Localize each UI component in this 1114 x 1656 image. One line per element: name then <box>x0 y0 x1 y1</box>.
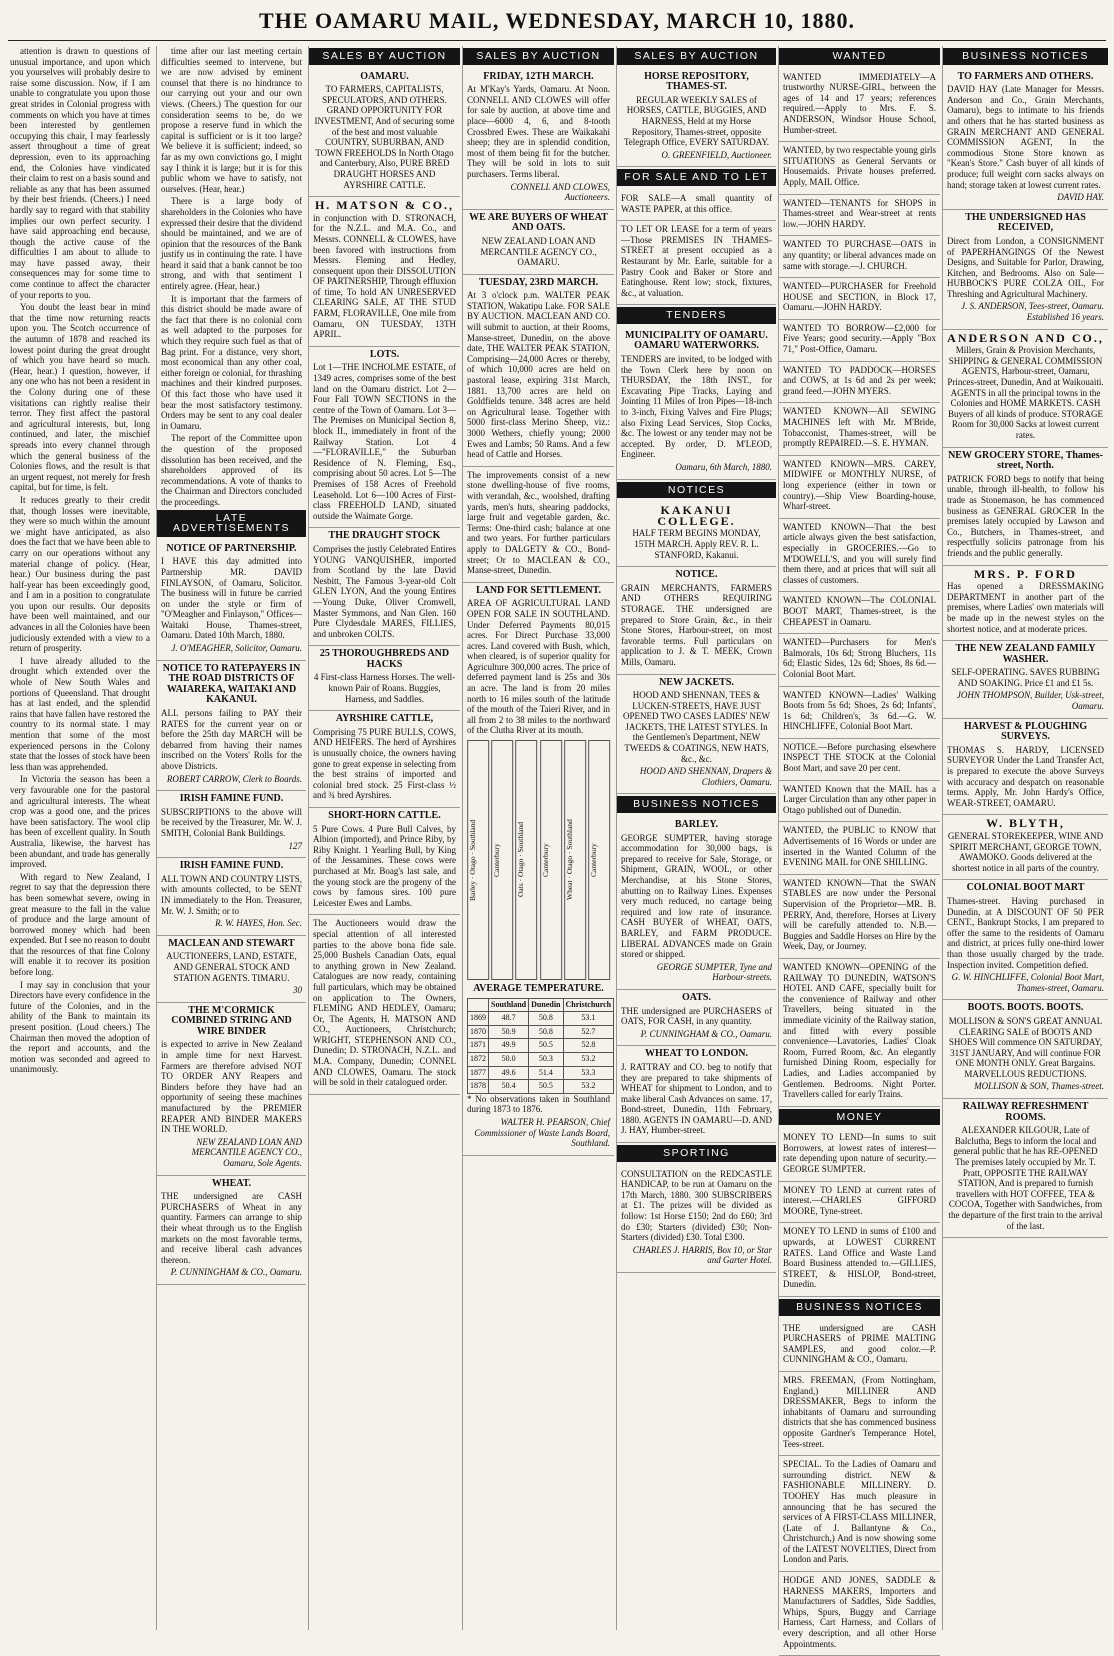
ad-signature: R. W. HAYES, Hon. Sec. <box>215 918 302 929</box>
ad-body: ALL TOWN AND COUNTRY LISTS, with amounts collected, to be SENT IN immediately to the Hon. Treasurer, Mr. W. J. Smith; or to <box>161 873 302 916</box>
ad-shorthorn-cattle <box>309 808 460 915</box>
ad-title: MRS. P. FORD <box>974 566 1077 581</box>
ad-body: GRAIN MERCHANTS, FARMERS AND OTHERS REQUIRING STORAGE. THE undersigned are prepared to Store Grain, &c., in their Stone Stores, Harbour-street, on most favorable terms. Full particulars on application to J. & T. MEEK, Crown Mills, Oamaru. <box>621 582 772 667</box>
ad-body: WANTED KNOWN—OPENING of the RAILWAY TO DUNEDIN, WATSON'S HOTEL AND CAFE, specially built for the convenience of Railway and other Travellers, being situated in the immediate vicinity of the Railway station, and fitted with every possible convenience—Lavatories, Ladies' Cloak Room, Furred Room, &c. An elegantly furnished Dining Room, especially for Ladies, and Ladies accompanied by Gentlemen. Bedrooms. Night Porter. Travellers called for early Trains. <box>783 961 936 1100</box>
ad-signature: 30 <box>293 985 302 996</box>
article-paragraph: There is a large body of shareholders in the Colonies who have expressed their desire that the dividend should be maintained, and we are of opinion that the resources of the Bank justify us in continuing the rate. I have heard it said that a bank cannot be too strong, and with that sentiment I entirely agree. (Hear, hear.) <box>161 196 302 292</box>
article-paragraph: The report of the Committee upon the question of the proposed dissolution has been received, and the shareholders approved of its recommendations. A vote of thanks to the Chairman and Directors concluded the proceedings. <box>161 433 302 507</box>
ad-title: HORSE REPOSITORY, THAMES-ST. <box>644 70 749 93</box>
section-header-business-notices: BUSINESS NOTICES <box>617 796 776 813</box>
ad-body: TO LET OR LEASE for a term of years —Those PREMISES IN THAMES-STREET at present occupied as a Restaurant by Mr. Earle, suitable for a Pastry Cook and Baker or Store and Eatinghouse. Rent low; stock, fixtures, &c., at valuation. <box>621 224 772 298</box>
table-cell: 50.0 <box>489 1053 529 1067</box>
ad-body: SPECIAL. To the Ladies of Oamaru and surrounding district. NEW & FASHIONABLE MILLINERY. D. TOOHEY Has much pleasure in announcing that he has secured the services of A FIRST-CLASS MILLINER, (Late of J. Ballantyne & Co., Christchurch,) And is now showing some of the LATEST NOVELTIES, Direct from London and Paris. <box>783 1459 936 1565</box>
ad-walter-peak-station <box>463 275 614 467</box>
table-row <box>468 1012 614 1026</box>
table-cell: 50.5 <box>529 1039 563 1053</box>
table-row <box>468 1066 614 1080</box>
ad-body: AUCTIONEERS, LAND, ESTATE, AND GENERAL STOCK AND STATION AGENTS. TIMARU. <box>166 951 297 983</box>
ad-body: Lot 1—THE INCHOLME ESTATE, of 1349 acres, comprises some of the best land on the Oamaru district. Lot 2—Four Fall TOWN SECTIONS in the centre of the Town of Oamaru. Lot 3—The Premises on Municipal Section 8, block II., immediately in front of the Railway Station. Lot 4—"FLORAVILLE," the Suburban Residence of N. Fleming, Esq., comprising about 50 acres. Lot 5—The Premises of 158 Acres of Freehold Leasehold. Lot 6—100 Acres of First-class FREEHOLD LAND, situated outside the Waimate Gorge. <box>313 362 456 521</box>
ad-body: ALL persons failing to PAY their RATES for the current year on or before the 25th day MARCH will be debarred from having their names inscribed on the Voters' Rolls for the above Districts. <box>161 708 302 771</box>
ad-colonial-boot-mart <box>943 880 1108 1000</box>
ad-body: Direct from London, a CONSIGNMENT of PAPERHANGINGS Of the Newest Designs, and Suitable for Parlor, Drawing, Kitchen, and Bedrooms. Also on Sale—HUBBOCK'S PURE COLZA OIL, For Threshing and Agricultural Machinery. <box>947 235 1104 299</box>
ad-body: in conjunction with D. STRONACH, for the N.Z.L. and M.A. Co., and Messrs. CONNELL & CLOWES, have been favored with instructions from Messrs. Fleming and Hedley, consequent upon their DISSOLUTION OF PARTNERSHIP, Through effluxion of time, To hold AN UNRESERVED CLEARING SALE, AT THE STUD FARM, FLORAVILLE, One mile from Oamaru, ON TUESDAY, 13TH APRIL. <box>313 212 456 340</box>
ad-body: THE undersigned are PURCHASERS of OATS, FOR CASH, in any quantity. <box>621 1005 772 1027</box>
ad-title: WHEAT TO LONDON. <box>645 1048 748 1060</box>
ad-title: OAMARU. <box>360 70 409 82</box>
ad-wanted <box>779 69 940 143</box>
ad-title: LOTS. <box>369 348 400 360</box>
ad-consultation-redcastle <box>617 1166 776 1273</box>
ad-title: BARLEY. <box>674 819 719 831</box>
ad-grain-storage <box>617 567 776 674</box>
crop-table-column: Barley · Otago · Southland <box>467 740 489 980</box>
table-cell: 50.3 <box>529 1053 563 1067</box>
table-cell: 50.4 <box>489 1080 529 1094</box>
ad-signature: CHARLES J. HARRIS, Box 10, or Star and Garter Hotel. <box>632 1244 772 1266</box>
ad-signature: G. W. HINCHLIFFE, Colonial Boot Mart, Thames-street, Oamaru. <box>951 972 1104 993</box>
ad-business <box>779 1372 940 1456</box>
article-continued <box>6 46 154 1075</box>
ad-body: TO FARMERS, CAPITALISTS, SPECULATORS, AND OTHERS. GRAND OPPORTUNITY FOR INVESTMENT, And of securing some of the best and most valuable COUNTRY, SUBURBAN, AND TOWN FREEHOLDS In North Otago and Canterbury, Also, PURE BRED DRAUGHT HORSES AND AYRSHIRE CATTLE. <box>314 84 455 190</box>
crop-table-column: Wheat · Otago · Southland <box>564 740 586 980</box>
ad-dressmaking <box>943 566 1108 642</box>
ad-title: NOTICE OF PARTNERSHIP. <box>166 542 297 554</box>
table-cell: 49.9 <box>489 1039 529 1053</box>
article-paragraph: It is important that the farmers of this district should be made aware of the fact that there is no colonial corn as well adapted to the purposes for which they require such fuel as that of Bag print. For a distance, very short, most economical than any other coal, either foreign or colonial, for thrashing machines and their kindred purposes. Of this fact those who have used it bear the most satisfactory testimony. Orders may be sent to any coal dealer in Oamaru. <box>161 293 302 431</box>
ad-body: At 3 o'clock p.m. WALTER PEAK STATION, Wakatipu Lake. FOR SALE BY AUCTION. MACLEAN AND CO. will submit to auction, at their Rooms, Manse-street, Dunedin, on the above date, THE WALTER PEAK STATION, Comprising—24,000 Acres or thereby, of which 10,000 acres are held on pastoral lease, expiring 31st March, 1881. 13,700 acres are held on Goldfields tenure. 348 acres are held on Agricultural lease. Together with 5000 first-class Merino Sheep, viz.: 3000 Wethers, chiefly young; 2000 Ewes and Lambs; 50 Rams. And a few head of Cattle and Horses. <box>467 290 610 460</box>
ad-wanted <box>779 739 940 781</box>
ad-body: AREA OF AGRICULTURAL LAND OPEN FOR SALE IN SOUTHLAND. Under Deferred Payments 80,015 acres. For Direct Purchase 33,000 acres. Land covered with Bush, which, when cleared, is of superior quality for Agriculture 300,000 acres. The price of deferred payment land is 25s and 30s an acre. The land is from 20 miles north to 16 miles south of the latitude of the mouth of the Taieri River, and in all from 2 to 38 miles to the northward of the Clutha River at its mouth. <box>467 598 610 736</box>
table-row <box>468 1025 614 1039</box>
masthead: THE OAMARU MAIL, WEDNESDAY, MARCH 10, 1880. <box>259 8 855 33</box>
ad-body: TENDERS are invited, to be lodged with the Town Clerk here by noon on THURSDAY, the 18th INST., for Excavating Pipe Tracks, Laying and Jointing 11 Miles of Iron Pipes—18-inch to 3-inch, Fixing Valves and Fire Plugs; also Fixing Lead Services, Stop Cocks, &c. The lowest or any tender may not be accepted. By order, D. M'LEOD, Engineer. <box>621 354 772 460</box>
ad-body: HODGE AND JONES, SADDLE & HARNESS MAKERS, Importers and Manufacturers of Saddles, Side Saddles, Whips, Spurs, Buggy and Carriage Harness, Cart Harness, and Collars of every description, and all other Horse Appointments. <box>783 1575 936 1649</box>
ad-draught-stock <box>309 528 460 646</box>
table-cell: 1878 <box>468 1080 489 1094</box>
ad-body: WANTED KNOWN—That the best article always given the best satisfaction, especially in GROCERIES.—Go to M'DOWELL'S, and you will surely find them there, and at prices that will suit all classes of customers. <box>783 521 936 585</box>
ad-title: IRISH FAMINE FUND. <box>179 860 284 872</box>
column-4 <box>462 46 614 1630</box>
table-cell: 51.4 <box>529 1066 563 1080</box>
ad-title: COLONIAL BOOT MART <box>966 882 1085 894</box>
ad-mollison-boots <box>943 1000 1108 1099</box>
ad-title: 25 THOROUGHBREDS AND HACKS <box>319 648 450 670</box>
ad-body: DAVID HAY (Late Manager for Messrs. Anderson and Co., Grain Merchants, Oamaru), begs to intimate to his friends and others that he has started business as GRAIN MERCHANT AND GENERAL COMMISSION AGENT, In the commodious Stone Store known as "Kean's Store." Cash buyer of all kinds of produce; full weight corn sacks always on hand; storage taken at lowest current rates. <box>947 84 1104 190</box>
ad-wanted <box>779 403 940 455</box>
table-cell: 50.8 <box>529 1025 563 1039</box>
ad-wanted <box>779 456 940 519</box>
ad-title: MACLEAN AND STEWART <box>168 937 295 949</box>
ad-body: Comprising 75 PURE BULLS, COWS, AND HEIFERS. The herd of Ayrshires is unusually choice, the owners having gone to great expense in selecting from the best strains of imported and colonial bred stock. 25 First-class ½ and ¾ bred Ayrshires. <box>313 726 456 801</box>
table-header-row <box>468 998 614 1012</box>
table-cell: 53.2 <box>563 1053 614 1067</box>
ad-blyth <box>943 815 1108 880</box>
ad-body: WANTED KNOWN—All SEWING MACHINES left with Mr. M'Bride, Tobacconist, Thames-street, will be promptly REPAIRED.—S. E. HYMAN. <box>783 406 936 449</box>
ad-body: 4 First-class Harness Horses. The well-known Pair of Roans. Buggies, Harness, and Saddles. <box>313 672 456 704</box>
table-cell: 1869 <box>468 1012 489 1026</box>
ad-grocery-store <box>943 448 1108 566</box>
ad-title: IRISH FAMINE FUND. <box>179 793 284 805</box>
ad-thoroughbreds <box>309 646 460 711</box>
ad-body: WANTED KNOWN—The COLONIAL BOOT MART, Thames-street, is the CHEAPEST in Oamaru. <box>783 595 936 627</box>
section-header-money: MONEY <box>779 1109 940 1126</box>
ad-title: THE UNDERSIGNED HAS RECEIVED, <box>965 211 1086 234</box>
ad-title: TUESDAY, 23RD MARCH. <box>478 276 599 288</box>
ad-signature: CONNELL AND CLOWES, Auctioneers. <box>510 181 610 203</box>
ad-signature: J. S. ANDERSON, Tees-street, Oamaru. Established 16 years. <box>961 301 1104 323</box>
ad-title: FRIDAY, 12TH MARCH. <box>483 70 594 82</box>
table-row <box>468 1080 614 1094</box>
ad-auction-intro <box>309 69 460 198</box>
ad-oats <box>617 990 776 1046</box>
ad-body: WANTED KNOWN—MRS. CAREY, MIDWIFE or MONTHLY NURSE, of long experience (either in town or country).—Ship View Boarding-house, Wharf-street. <box>783 458 936 512</box>
ad-signature: Oamaru, 6th March, 1880. <box>675 462 772 472</box>
ad-waterworks-tender <box>617 328 776 480</box>
ad-station-improvements <box>463 467 614 583</box>
ad-body: FOR SALE—A small quantity of WASTE PAPER, at this office. <box>621 192 772 214</box>
ad-family-washer <box>943 641 1108 719</box>
section-header-sales-by-auction-3: SALES BY AUCTION <box>617 48 776 65</box>
ad-title: W. BLYTH, <box>986 816 1065 831</box>
ad-body: WANTED, by two respectable young girls SITUATIONS as General Servants or Housemaids. Private houses preferred. Apply, MAIL Office. <box>783 145 936 187</box>
ad-signature: GEORGE SUMPTER, Tyne and Harbour-streets. <box>656 961 772 983</box>
ad-title: AYRSHIRE CATTLE, <box>335 713 434 725</box>
article-paragraph: In Victoria the season has been a very favourable one for the pastoral and agricultural interests. The wheat crop was a good one, and the prices have been satisfactory. The wool clip has been of excellent quality. In South Australia, likewise, the harvest has been abundant, and trade has generally improved. <box>10 774 150 870</box>
ad-title: NOTICE. <box>675 569 718 581</box>
ad-business <box>779 1320 940 1372</box>
ad-to-let <box>617 221 776 305</box>
article-paragraph: I have already alluded to the drought which extended over the whole of New South Wales and portions of Queensland. That drought has at last ended, and the splendid rains that have fallen have restored the country to its normal state. I may mention that some of the most experienced persons in the Colony state that the losses of stock have been less than was apprehended. <box>10 655 150 772</box>
ad-body: HALF TERM BEGINS MONDAY, 15TH MARCH. Apply REV. R. L. STANFORD, Kakanui. <box>632 528 761 560</box>
ad-title: H. MATSON & CO., <box>314 198 455 213</box>
column-5 <box>616 46 776 1630</box>
crop-yield-table <box>467 740 610 980</box>
article-paragraph: It reduces greatly to their credit that, though losses were inevitable, they were so much within the amount we might have anticipated, as also does the fact that we have been able to carry on our operations without any material change of policy. (Hear, hear.) Our business during the past half-year has been exceedingly good, and I am in a position to congratulate you upon our results. Our deposits have been well maintained, and our advances in all the Colonies have been judiciously extended with a view to a return of prosperity. <box>10 494 150 654</box>
ad-body: At M'Kay's Yards, Oamaru. At Noon. CONNELL AND CLOWES will offer for sale by auction, at above time and place—6000 4, 6, and 8-tooth Crossbred Ewes. These are Waikakahi sheep; they are in splendid condition, most of them being fit for the butcher. They will be sold in lots to suit purchasers. Terms liberal. <box>467 84 610 179</box>
ad-title: ANDERSON AND CO., <box>947 330 1104 345</box>
table-cell: 1877 <box>468 1066 489 1080</box>
ad-body: PATRICK FORD begs to notify that being unable, through ill-health, to follow his trade as Stonemason, he has commenced business as GENERAL GROCER In the premises lately occupied by Lawson and Co., Butchers, in Thames-street, and respectfully solicits patronage from his friends and the public generally. <box>947 473 1104 558</box>
ad-body: GENERAL STOREKEEPER, WINE AND SPIRIT MERCHANT, GEORGE TOWN, AWAMOKO. Goods delivered at the shortest notice in all parts of the country. <box>947 831 1104 873</box>
ad-wanted <box>779 592 940 634</box>
ad-title: TO FARMERS AND OTHERS. <box>957 70 1094 82</box>
ad-body: ALEXANDER KILGOUR, Late of Balclutha, Begs to inform the local and general public that he has RE-OPENED The premises lately occupied by Mr. T. Pratt, OPPOSITE THE RAILWAY STATION, And is prepared to furnish travellers with HOT COFFEE, TEA & COCOA, Together with Sandwiches, from the departure of the first train to the arrival of the last. <box>948 1125 1103 1231</box>
ad-mccormick-binder <box>157 1003 306 1176</box>
ad-body: WANTED—Purchasers for Men's Balmorals, 10s 6d; Strong Bluchers, 11s 6d; Elastic Sides, 12s 6d; Shoes, 8s 6d.—Colonial Boot Mart. <box>783 637 936 679</box>
section-header-late-advertisements: LATE ADVERTISEMENTS <box>157 510 306 537</box>
masthead-rule <box>8 40 1106 41</box>
section-header-business-notices-3: BUSINESS NOTICES <box>943 48 1108 65</box>
article-paragraph: With regard to New Zealand, I regret to say that the depression there has been somewhat severe, owing in great measure to the fall in the value of produce and the large amount of borrowed money which had been expended. But I see no reason to doubt that the resources of that fine Colony will enable it to recover its position before long. <box>10 871 150 978</box>
ad-body: The Auctioneers would draw the special attention of all interested parties to the above bona fide sale. 25,000 Bushels Canadian Oats, equal to anything grown in New Zealand. Catalogues are now ready, containing full particulars, which may be obtained on application to The Owners, FLEMING AND HEDLEY, Oamaru; Or, The Agents, H. MATSON AND CO., Auctioneers, Christchurch; WRIGHT, STEPHENSON AND CO., Dunedin; D. STRONACH, N.Z.L. and M.A. Company, Dunedin; CONNEL AND CLOWES, Oamaru. The stock will be sold in their catalogued order. <box>313 918 456 1088</box>
ad-body: THE undersigned are CASH PURCHASERS of PRIME MALTING SAMPLES, and good color.—P. CUNNINGHAM & CO., Oamaru. <box>783 1322 936 1365</box>
ad-signature: O. GREENFIELD, Auctioneer. <box>661 149 772 160</box>
ad-footnote: * No observations taken in Southland during 1873 to 1876. <box>467 1093 610 1115</box>
ad-body: Millers, Grain & Provision Merchants, SHIPPING & GENERAL COMMISSION AGENTS, Harbour-street, Oamaru, Princes-street, Dunedin, And at Waikouaiti. AGENTS in all the principal towns in the Colonies and HOME MARKETS. CASH Buyers of all kinds of produce. STORAGE Room for 30,000 Sacks at lowest current rates. <box>947 345 1104 440</box>
column-6 <box>778 46 940 1649</box>
section-header-sales-by-auction-2: SALES BY AUCTION <box>463 48 614 65</box>
ad-body: 5 Pure Cows. 4 Pure Bull Calves, by Albion (imported), and Prince Riby, by Riby Knight. 1 Yearling Bull, by King of the Jessamines. These cows were purchased at Mr. Boag's last sale, and the young stock are the progeny of the cows by famous sires. 100 pure Leicester Ewes and Lambs. <box>313 823 456 908</box>
ad-title: SHORT-HORN CATTLE. <box>328 810 441 821</box>
column-3 <box>308 46 460 1630</box>
section-header-business-notices-2: BUSINESS NOTICES <box>779 1299 940 1316</box>
ad-body: WANTED TO PURCHASE—OATS in any quantity; or liberal advances made on same with storage.—J. CHURCH. <box>783 239 936 271</box>
ad-body: REGULAR WEEKLY SALES of HORSES, CATTLE, BUGGIES, AND HARNESS, Held at my Horse Repository, Thames-street, opposite Telegraph Office, EVERY SATURDAY. <box>623 94 770 148</box>
ad-irish-famine-fund <box>157 791 306 858</box>
ad-wanted <box>779 959 940 1107</box>
table-header: Southland <box>489 998 529 1012</box>
ad-title: MUNICIPALITY OF OAMARU. OAMARU WATERWORKS. <box>625 329 768 352</box>
table-cell: 53.2 <box>563 1080 614 1094</box>
ad-buyers-wheat-oats <box>463 210 614 275</box>
section-header-tenders: TENDERS <box>617 307 776 324</box>
ad-body: THE undersigned are CASH PURCHASERS of Wheat in any quantity. Farmers can arrange to ship their wheat through us to the English markets on the most favorable terms, and receive liberal cash advances thereon. <box>161 1191 302 1265</box>
ad-anderson-co <box>943 330 1108 448</box>
ad-auction-agents <box>309 915 460 1095</box>
article-paragraph: attention is drawn to questions of unusual importance, and upon which you yourselves will probably desire to raise some discussion. Now, if I am unable to congratulate you upon those great strides in Colonial progress with comments on which you have at times been interested by gentlemen occupying this chair, I may fearlessly assert throughout a time of great depression, even to its approaching end, the Colonies have vindicated their claim to rest on a basis sound and reliable as any that has been assumed by their best friends. (Cheers.) I need hardly say to regard with that stability implies our own perfect security. I have said approaching end because, though the active cause of the difficulties I am about to allude to may have passed away, their consequences may for some time to come continue to affect the character of your reports to you. <box>10 46 150 300</box>
ad-irish-famine-fund-2 <box>157 858 306 936</box>
ad-title: NEW JACKETS. <box>659 676 734 688</box>
ad-title: WHEAT. <box>211 1177 252 1189</box>
crop-table-column: Canterbury <box>588 740 610 980</box>
ad-body: is expected to arrive in New Zealand in ample time for next Harvest. Farmers are therefore advised NOT TO ORDER ANY Reapers and Binders before they have had an opportunity of seeing these machines manufactured by the PREMIER REAPER AND BINDER MAKERS IN THE WORLD. <box>161 1039 302 1135</box>
ad-wanted <box>779 822 940 874</box>
ad-title: OATS. <box>682 991 711 1003</box>
ad-body: WANTED TO PADDOCK—HORSES and COWS, at 1s 6d and 2s per week; grand feed.—JOHN MYERS. <box>783 364 936 396</box>
ad-body: WANTED—PURCHASER for Freehold HOUSE and SECTION, in Block 17, Oamaru.—JOHN HARDY. <box>783 281 936 313</box>
ad-signature: DAVID HAY. <box>1057 192 1104 203</box>
ad-title: NOTICE TO RATEPAYERS IN THE ROAD DISTRICTS OF WAIAREKA, WAITAKI AND KAKANUI. <box>162 662 301 706</box>
ad-body: MONEY TO LEND—In sums to suit Borrowers, at lowest rates of interest—rate depending upon nature of security.—GEORGE SUMPTER. <box>783 1132 936 1175</box>
ad-body: MONEY TO LEND in sums of £100 and upwards, at LOWEST CURRENT RATES. Land Office and Waste Land Board Business attended to.—GILLIES, STREET, & HISLOP, Bond-street, Dunedin. <box>783 1226 936 1290</box>
article-paragraph: I may say in conclusion that your Directors have every confidence in the future of the Colonies, and in the ability of the Bank to maintain its present position. (Loud cheers.) The Chairman then moved the adoption of the report and accounts, and the motion was seconded and agreed to unanimously. <box>10 979 150 1075</box>
ad-wanted <box>779 142 940 194</box>
temperature-table <box>467 998 614 1094</box>
table-row <box>468 1039 614 1053</box>
ad-wanted <box>779 236 940 278</box>
ad-money <box>779 1223 940 1297</box>
column-1 <box>6 46 154 1630</box>
ad-title: BOOTS. BOOTS. BOOTS. <box>967 1002 1084 1014</box>
ad-body: NOTICE.—Before purchasing elsewhere INSPECT THE STOCK at the Colonial Boot Mart, and save 20 per cent. <box>783 741 936 774</box>
ad-body: CONSULTATION on the REDCASTLE HANDICAP, to be run at Oamaru on the 17th March, 1880. 300 SUBSCRIBERS at £1. The prizes will be divided as follow: 1st Horse £150; 2nd do £60; 3rd do £30; Starters (divided) £30; Non-Starters (divided) £30. Total £300. <box>621 1168 772 1243</box>
ad-body: THOMAS S. HARDY, LICENSED SURVEYOR Under the Land Transfer Act, is prepared to execute the above Surveys with accuracy and despatch on reasonable terms. Apply, Mr. John Hardy's Office, WEAR-STREET, OAMARU. <box>947 744 1104 808</box>
ad-surveys <box>943 719 1108 816</box>
table-cell: 1871 <box>468 1039 489 1053</box>
ad-business <box>779 1572 940 1656</box>
ad-title: THE M'CORMICK COMBINED STRING AND WIRE BINDER <box>171 1004 292 1037</box>
ad-signature: NEW ZEALAND LOAN AND MERCANTILE AGENCY CO., OAMARU. <box>480 235 597 268</box>
ad-body: The improvements consist of a new stone dwelling-house of five rooms, with verandah, &c., woolshed, drafting yards, men's huts, shearing paddocks, large fruit and vegetable garden, &c. Terms: One-third cash; balance at one and two years. For further particulars apply to DALGETY & CO., Bond-street; Or to MACLEAN & CO., Manse-street, Dunedin. <box>467 469 610 576</box>
ad-title: THE DRAUGHT STOCK <box>328 530 441 542</box>
ad-body: I HAVE this day admitted into Partnership MR. DAVID FINLAYSON, of Oamaru, Solicitor. The business will in future be carried on under the style or firm of "O'Meagher and Finlayson," Offices—Waitaki House, Thames-street, Oamaru. Dated 10th March, 1880. <box>161 556 302 641</box>
article-paragraph: time after our last meeting certain difficulties seemed to intervene, but we are now advised by eminent counsel that there is no hindrance to our carrying out your and our own views. (Cheers.) The question for our consideration seems to be, do we propose a reserve fund in which the capital is sufficient or is it too large? We believe it is sufficient; indeed, so far as my own convictions go, I might say I think it is large; but it is for this public whom we have to satisfy, not ourselves. (Hear, hear.) <box>161 46 302 194</box>
ad-body: WANTED TO BORROW—£2,000 for Five Years; good security.—Apply "Box 71," Post-Office, Oamaru. <box>783 322 936 355</box>
ad-body: MONEY TO LEND at current rates of interest.—CHARLES GIFFORD MOORE, Tyne-street. <box>783 1184 936 1216</box>
ad-body: WANTED—TENANTS for SHOPS in Thames-street and Wear-street at rents low.—JOHN HARDY. <box>783 197 936 229</box>
ad-wheat <box>157 1176 306 1285</box>
table-cell: 53.3 <box>563 1066 614 1080</box>
ad-body: WANTED KNOWN—That the SWAN STABLES are now under the Personal Supervision of the Proprietor—MR. B. PERRY, And, therefore, Horses at Livery will be carefully attended to. N.B.—Buggies and Saddle Horses on Hire by the Week, Day, or Journey. <box>783 877 936 952</box>
ad-body: SELF-OPERATING. SAVES RUBBING AND SOAKING. Price £1 and £1 5s. <box>951 667 1100 688</box>
ad-ayrshire-cattle <box>309 711 460 808</box>
table-cell: 52.8 <box>563 1039 614 1053</box>
ad-signature: P. CUNNINGHAM & CO., Oamaru. <box>640 1028 772 1039</box>
ad-title: NEW GROCERY STORE, Thames-street, North. <box>948 449 1103 472</box>
ad-signature: P. CUNNINGHAM & CO., Oamaru. <box>170 1267 302 1278</box>
ad-barley <box>617 817 776 990</box>
ad-wanted <box>779 875 940 959</box>
ad-lots <box>309 347 460 529</box>
table-cell: 49.6 <box>489 1066 529 1080</box>
ad-body: SUBSCRIPTIONS to the above will be received by the Treasurer, Mr. W. J. SMITH, Colonial Bank Buildings. <box>161 806 302 838</box>
ad-signature: HOOD AND SHENNAN, Drapers & Clothiers, Oamaru. <box>639 766 772 787</box>
table-cell: 50.8 <box>529 1012 563 1026</box>
ad-wanted <box>779 634 940 686</box>
ad-body: Thames-street. Having purchased in Dunedin, at A DISCOUNT OF 50 PER CENT., Bankrupt Stocks, I am prepared to offer the same to the residents of Oamaru and district, at prices fully one-third lower than those usually charged by the trade. Inspection invited. Competition defied. <box>947 895 1104 970</box>
ad-matson-clearing-sale <box>309 197 460 347</box>
ad-wanted <box>779 320 940 362</box>
ad-body: WANTED KNOWN—Ladies' Walking Boots from 5s 6d; Shoes, 2s 6d; Infants', 1s 6d; Children's, 3s 6d.—G. W. HINCHLIFFE, Colonial Boot Mart. <box>783 689 936 732</box>
ad-wanted <box>779 362 940 404</box>
ad-title: LAND FOR SETTLEMENT. <box>475 584 602 596</box>
ad-railway-refreshment <box>943 1099 1108 1238</box>
ad-title: RAILWAY REFRESHMENT ROOMS. <box>962 1101 1089 1123</box>
table-cell: 1872 <box>468 1053 489 1067</box>
crop-table-column: Canterbury <box>491 740 513 980</box>
table-header: Christchurch <box>563 998 614 1012</box>
section-header-notices: NOTICES <box>617 482 776 499</box>
table-cell: 53.1 <box>563 1012 614 1026</box>
ad-body: WANTED Known that the MAIL has a Larger Circulation than any other paper in Otago published out of Dunedin. <box>783 783 936 815</box>
ad-kakanui-college <box>617 502 776 567</box>
table-header: Dunedin <box>529 998 563 1012</box>
ad-body: Has opened a DRESSMAKING DEPARTMENT in another part of the premises, where Ladies' own materials will be made up in the newest styles on the shortest notice, and at moderate prices. <box>947 581 1104 634</box>
ad-body: Comprises the justly Celebrated Entires YOUNG VANQUISHER, imported from Scotland by the late David Nesbitt, The Famous 3-year-old Colt GLEN LYON, And the young Entires—Young Duke, Oliver Cromwell, Master Symmons, and Nan Glen. 160 Pure Clydesdale MARES, FILLIES, and unbroken COLTS. <box>313 543 456 639</box>
ad-wanted <box>779 519 940 593</box>
column-7 <box>942 46 1108 1630</box>
ad-title: WE ARE BUYERS OF WHEAT AND OATS. <box>469 211 608 234</box>
ad-body: MRS. FREEMAN, (From Nottingham, England,) MILLINER AND DRESSMAKER, Begs to inform the inhabitants of Oamaru and surrounding districts that she has commenced business opposite Gardner's Temperance Hotel, Tees-street. <box>783 1374 936 1449</box>
temperature-table-title: AVERAGE TEMPERATURE. <box>473 983 604 995</box>
ad-signature: ROBERT CARROW, Clerk to Boards. <box>166 773 302 784</box>
ad-new-jackets <box>617 675 776 795</box>
section-header-sporting: SPORTING <box>617 1145 776 1162</box>
ad-signature: J. O'MEAGHER, Solicitor, Oamaru. <box>171 643 302 654</box>
ad-horse-repository <box>617 69 776 168</box>
table-row <box>468 1053 614 1067</box>
ad-body: WANTED IMMEDIATELY—A trustworthy NURSE-GIRL, between the ages of 14 and 17 years; references required.—Apply to Mrs. F. S. ANDERSON, Windsor House School, Humber-street. <box>783 71 936 135</box>
crop-table-column: Oats · Otago · Southland <box>515 740 537 980</box>
table-cell: 50.9 <box>489 1025 529 1039</box>
section-header-wanted: WANTED <box>779 48 940 65</box>
ad-ratepayers-notice <box>157 661 306 792</box>
ad-land-for-settlement <box>463 583 614 1156</box>
ad-title: KAKANUI COLLEGE. <box>657 503 736 528</box>
ad-money <box>779 1182 940 1224</box>
ad-signature: MOLLISON & SON, Thames-street. <box>974 1081 1104 1092</box>
ad-signature: NEW ZEALAND LOAN AND MERCANTILE AGENCY CO., Oamaru, Sole Agents. <box>191 1136 302 1168</box>
crop-table-column: Canterbury <box>540 740 562 980</box>
ad-paperhangings <box>943 210 1108 330</box>
ad-body: J. RATTRAY and CO. beg to notify that they are prepared to take shipments of WHEAT for shipment to London, and to make liberal Cash Advances on same. 17, Bond-street, Dunedin, 11th February, 1880. AGENTS IN OAMARU—D. AND J. HAY, Humber-street. <box>621 1061 772 1136</box>
ad-signature: JOHN THOMPSON, Builder, Usk-street, Oamaru. <box>956 690 1104 712</box>
ad-body: MOLLISON & SON'S GREAT ANNUAL CLEARING SALE of BOOTS AND SHOES Will commence ON SATURDAY, 31ST JANUARY, And will continue FOR ONE MONTH ONLY. Great Bargains. MARVELLOUS REDUCTIONS. <box>948 1015 1103 1079</box>
ad-maclean-stewart <box>157 936 306 1003</box>
table-cell: 48.7 <box>489 1012 529 1026</box>
ad-body: GEORGE SUMPTER, having storage accommodation for 30,000 bags, is prepared to receive for Sale, Storage, or Shipment, GRAIN, WOOL, or other Merchandise, at his Stone Stores, abutting on to Railway Lines. Expenses very much reduced, no cartage being required and low rate of insurance. CASH BUYER of WHEAT, OATS, BARLEY, and FARM PRODUCE. LIBERAL ADVANCES made on Grain stored or shipped. <box>621 832 772 960</box>
ad-wanted <box>779 278 940 320</box>
ad-body: HOOD AND SHENNAN, TEES & LUCKEN-STREETS, HAVE JUST OPENED TWO CASES LADIES' NEW JACKETS, THE LATEST STYLES. In the Gentlemen's Department, NEW TWEEDS & COATINGS, NEW HATS, &c., &c. <box>623 690 770 764</box>
ad-title: THE NEW ZEALAND FAMILY WASHER. <box>955 643 1096 665</box>
ad-business <box>779 1456 940 1572</box>
table-header <box>468 998 489 1012</box>
section-header-for-sale-and-to-let: FOR SALE AND TO LET <box>617 169 776 186</box>
section-header-sales-by-auction: SALES BY AUCTION <box>309 48 460 65</box>
ad-david-hay <box>943 69 1108 210</box>
ad-body: WANTED, the PUBLIC to KNOW that Advertisements of 16 Words or under are inserted in the Wanted Column of the EVENING MAIL for ONE SHILLING. <box>783 825 936 868</box>
ad-wanted <box>779 687 940 739</box>
article-paragraph: You doubt the least bear in mind that the time now returning reacts upon you. The Scotch occurrence of the autumn of 1878 and reached its lowest point during the great drought of which you have heard so much. (Hear, hear.) I question, however, if any one who has not been a resident in the Colony during one of these visitations can rightly realise their terror. They first affect the pastoral and agricultural interests, but, long continued, and later, the mischief spreads into every channel through which the general business of the Colonies flows, and the result is that an urgent request, not merely for fresh capital, but for time, is felt. <box>10 302 150 493</box>
ad-signature: WALTER H. PEARSON, Chief Commissioner of Waste Lands Board, Southland. <box>474 1116 610 1149</box>
ad-signature: 127 <box>288 840 302 851</box>
ad-waste-paper <box>617 190 776 221</box>
ad-wanted <box>779 781 940 823</box>
article-continued-2 <box>157 46 306 508</box>
ad-money <box>779 1129 940 1181</box>
ad-wheat-to-london <box>617 1046 776 1143</box>
ad-partnership-notice <box>157 541 306 661</box>
ad-crossbred-ewes <box>463 69 614 210</box>
table-cell: 52.7 <box>563 1025 614 1039</box>
column-2 <box>156 46 306 1630</box>
table-cell: 1870 <box>468 1025 489 1039</box>
ad-wanted <box>779 195 940 237</box>
ad-title: HARVEST & PLOUGHING SURVEYS. <box>963 720 1088 743</box>
table-cell: 50.5 <box>529 1080 563 1094</box>
